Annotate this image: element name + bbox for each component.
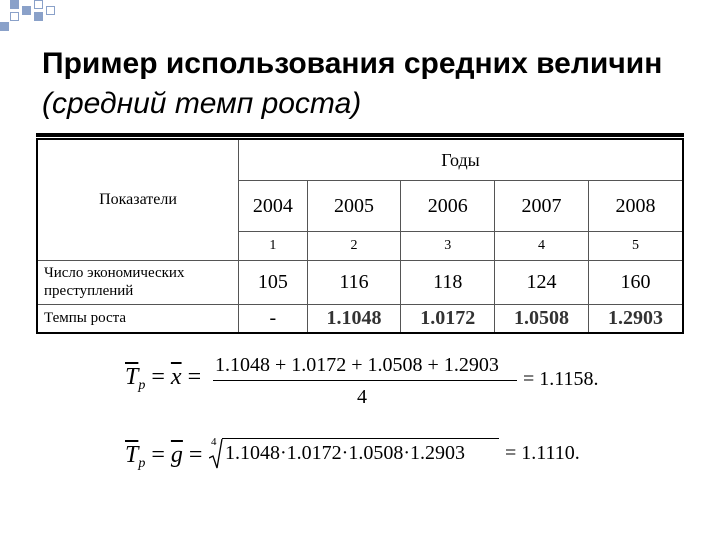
- row-label: Число экономических преступлений: [37, 261, 239, 305]
- year-cell: 2006: [401, 181, 495, 232]
- value-cell: 1.0172: [401, 304, 495, 333]
- value-cell: 124: [495, 261, 589, 305]
- radical-sign-icon: [209, 438, 223, 470]
- value-cell: 160: [588, 261, 683, 305]
- geometric-mean-formula: $\overline{T}_р = \overline{g}$ = 4 1.1048·1.0172·1.0508·1.2903 = 1.1110.: [125, 436, 580, 471]
- value-cell: -: [239, 304, 308, 333]
- formula-subscript: р: [138, 378, 146, 393]
- data-table: [36, 138, 684, 334]
- year-cell: 2004: [239, 181, 308, 232]
- indicators-header-text: Показатели: [99, 191, 177, 208]
- decorative-squares: [0, 0, 60, 36]
- table-row: [37, 261, 683, 305]
- square-decoration: [34, 0, 43, 9]
- formula-denominator: 4: [357, 386, 367, 408]
- index-cell: 5: [588, 232, 683, 261]
- indicators-header: [37, 139, 239, 261]
- square-decoration: [46, 6, 55, 15]
- square-decoration: [22, 6, 31, 15]
- value-cell: 1.1048: [307, 304, 401, 333]
- square-decoration: [10, 12, 19, 21]
- arithmetic-mean-formula: $\overline{T}_р = \overline{x}$ = 1.1048 + 1.0172 + 1.0508 + 1.2903 4 = 1.1158.: [125, 354, 599, 408]
- row-label: Темпы роста: [37, 304, 239, 333]
- value-cell: 1.0508: [495, 304, 589, 333]
- index-cell: 2: [307, 232, 401, 261]
- formula-result: = 1.1158.: [523, 368, 599, 390]
- value-cell: 105: [239, 261, 308, 305]
- year-cell: 2008: [588, 181, 683, 232]
- formula-lhs: $\overline{T}$: [125, 442, 139, 468]
- slide-title: [42, 44, 692, 124]
- formula-mean-symbol: $\overline{g}$: [170, 442, 183, 468]
- title-main: Пример использования средних величин: [42, 47, 663, 80]
- index-cell: 3: [401, 232, 495, 261]
- root-index: 4: [211, 436, 217, 448]
- value-cell: 118: [401, 261, 495, 305]
- index-cell: 1: [239, 232, 308, 261]
- formula-result: = 1.1110.: [505, 442, 580, 464]
- formula-radicand: 1.1048·1.0172·1.0508·1.2903: [225, 442, 465, 464]
- title-parenthetical: (средний темп роста): [42, 87, 362, 120]
- year-cell: 2007: [495, 181, 589, 232]
- square-decoration: [10, 0, 19, 9]
- value-cell: 1.2903: [588, 304, 683, 333]
- formula-numerator: 1.1048 + 1.0172 + 1.0508 + 1.2903: [215, 354, 499, 376]
- square-decoration: [34, 12, 43, 21]
- year-cell: 2005: [307, 181, 401, 232]
- fraction-bar: [213, 380, 517, 381]
- formula-lhs: $\overline{T}$: [125, 364, 139, 390]
- years-header: Годы: [239, 139, 684, 181]
- radical-overline: [222, 438, 499, 439]
- title-divider: [36, 133, 684, 137]
- formula-subscript: р: [138, 456, 146, 471]
- square-decoration: [0, 22, 9, 31]
- formula-mean-symbol: $\overline{x}$: [170, 364, 182, 390]
- value-cell: 116: [307, 261, 401, 305]
- index-cell: 4: [495, 232, 589, 261]
- table-row: [37, 304, 683, 333]
